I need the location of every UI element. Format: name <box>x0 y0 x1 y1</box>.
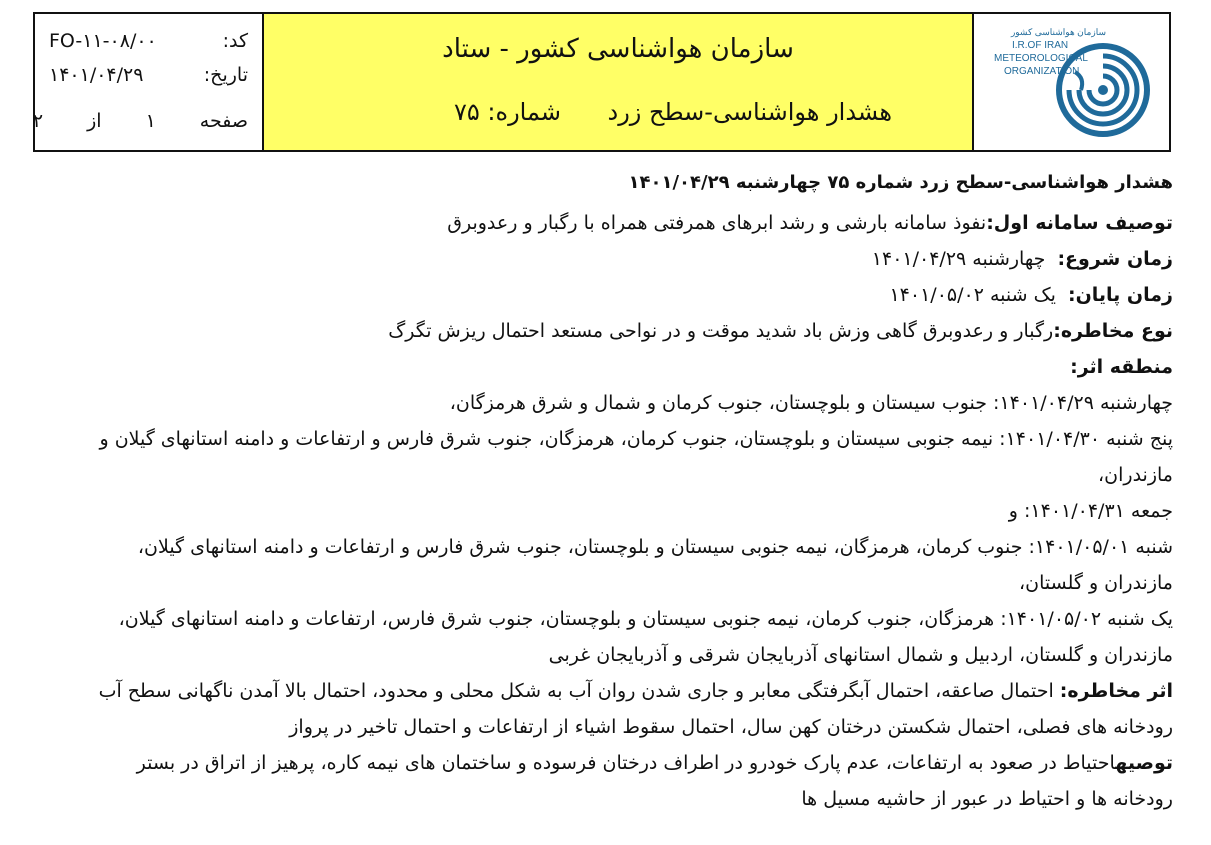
end-label: زمان پایان: <box>1067 284 1173 306</box>
code-value: FO-۱۱-۰۸/۰۰ <box>49 30 157 52</box>
area-day-4b: مازندران و گلستان، <box>1019 572 1173 594</box>
code-row <box>49 30 248 52</box>
title-cell <box>262 14 972 150</box>
hazard-text: رگبار و رعدوبرق گاهی وزش باد شدید موقت و در نواحی مستعد احتمال ریزش تگرگ <box>388 320 1054 342</box>
logo-cell <box>972 14 1169 150</box>
area-label: منطقه اثر: <box>1070 356 1173 378</box>
logo-fa-text: سازمان هواشناسی کشور <box>1010 27 1106 37</box>
area-day-3: جمعه ۱۴۰۱/۰۴/۳۱: و <box>1008 500 1173 522</box>
advice-text-b: رودخانه ها و احتیاط در عبور از حاشیه مسیل ها <box>801 788 1173 810</box>
effect-line <box>43 673 1173 709</box>
area-day-2a: پنج شنبه ۱۴۰۱/۰۴/۳۰: نیمه جنوبی سیستان و بلوچستان، جنوب کرمان، هرمزگان، جنوب شرق فارس و ارتفاعات و دامنه استانهای گیلان و <box>99 428 1173 450</box>
area-day-5a: یک شنبه ۱۴۰۱/۰۵/۰۲: هرمزگان، جنوب کرمان، نیمه جنوبی سیستان و بلوچستان، جنوب شرق فارس، ارتفاعات و دامنه استانهای گیلان، <box>118 608 1173 630</box>
effect-label: اثر مخاطره: <box>1059 680 1173 702</box>
hazard-label: نوع مخاطره: <box>1053 320 1173 342</box>
advice-text-a: احتیاط در صعود به ارتفاعات، عدم پارک خودرو در اطراف درختان فرسوده و ساختمان های نیمه کاره، پرهیز از اتراق در بستر <box>136 752 1116 774</box>
effect-text-a: احتمال صاعقه، احتمال آبگرفتگی معابر و جاری شدن روان آب به شکل محلی و محدود، احتمال بالا آمدن ناگهانی سطح آب <box>98 680 1054 702</box>
doc-number <box>454 98 561 126</box>
area-day-1: چهارشنبه ۱۴۰۱/۰۴/۲۹: جنوب سیستان و بلوچستان، جنوب کرمان و شمال و شرق هرمزگان، <box>449 392 1173 414</box>
page-label: صفحه <box>199 110 248 132</box>
meteorological-logo-icon <box>1055 42 1151 138</box>
area-day-4a: شنبه ۱۴۰۱/۰۵/۰۱: جنوب کرمان، هرمزگان، نیمه جنوبی سیستان و بلوچستان، جنوب شرق فارس و ارتفاعات و دامنه استانهای گیلان، <box>137 536 1173 558</box>
start-text: چهارشنبه ۱۴۰۱/۰۴/۲۹ <box>871 248 1046 270</box>
bulletin-heading: هشدار هواشناسی-سطح زرد شماره ۷۵ چهارشنبه ۱۴۰۱/۰۴/۲۹ <box>628 172 1173 193</box>
logo-en-3: ORGANIZATION <box>1004 66 1080 77</box>
date-row <box>49 64 248 86</box>
system-line <box>43 205 1173 241</box>
effect-text-b: رودخانه های فصلی، احتمال شکستن درختان کهن سال، احتمال سقوط اشیاء از ارتفاعات و احتمال تاخیر در پرواز <box>289 716 1173 738</box>
date-value: ۱۴۰۱/۰۴/۲۹ <box>49 64 144 86</box>
system-label: توصیف سامانه اول: <box>986 212 1173 234</box>
org-title: سازمان هواشناسی کشور - ستاد <box>442 34 794 64</box>
advice-label: توصیه <box>1115 752 1173 774</box>
number-label: شماره: <box>487 98 561 126</box>
system-text: نفوذ سامانه بارشی و رشد ابرهای همرفتی همراه با رگبار و رعدوبرق <box>447 212 987 234</box>
doc-title: هشدار هواشناسی-سطح زرد <box>607 98 892 126</box>
advice-line <box>43 745 1173 781</box>
meta-cell <box>32 14 262 150</box>
hazard-line <box>43 313 1173 349</box>
bulletin-content <box>43 165 1173 817</box>
header-table <box>33 12 1171 152</box>
area-day-5b: مازندران و گلستان، اردبیل و شمال استانهای آذربایجان شرقی و آذربایجان غربی <box>548 644 1173 666</box>
end-line <box>43 277 1173 313</box>
page-total: ۲ <box>32 110 44 132</box>
logo-en-2: METEOROLOGICAL <box>994 53 1088 64</box>
page-row <box>32 110 248 132</box>
page-current: ۱ <box>145 110 156 132</box>
logo-en-1: I.R.OF IRAN <box>1012 40 1069 51</box>
code-label: کد: <box>222 30 248 52</box>
page-of: از <box>87 110 102 132</box>
date-label: تاریخ: <box>203 64 248 86</box>
area-day-2b: مازندران، <box>1098 464 1173 486</box>
number-value: ۷۵ <box>454 98 480 126</box>
start-label: زمان شروع: <box>1057 248 1173 270</box>
start-line <box>43 241 1173 277</box>
end-text: یک شنبه ۱۴۰۱/۰۵/۰۲ <box>889 284 1056 306</box>
